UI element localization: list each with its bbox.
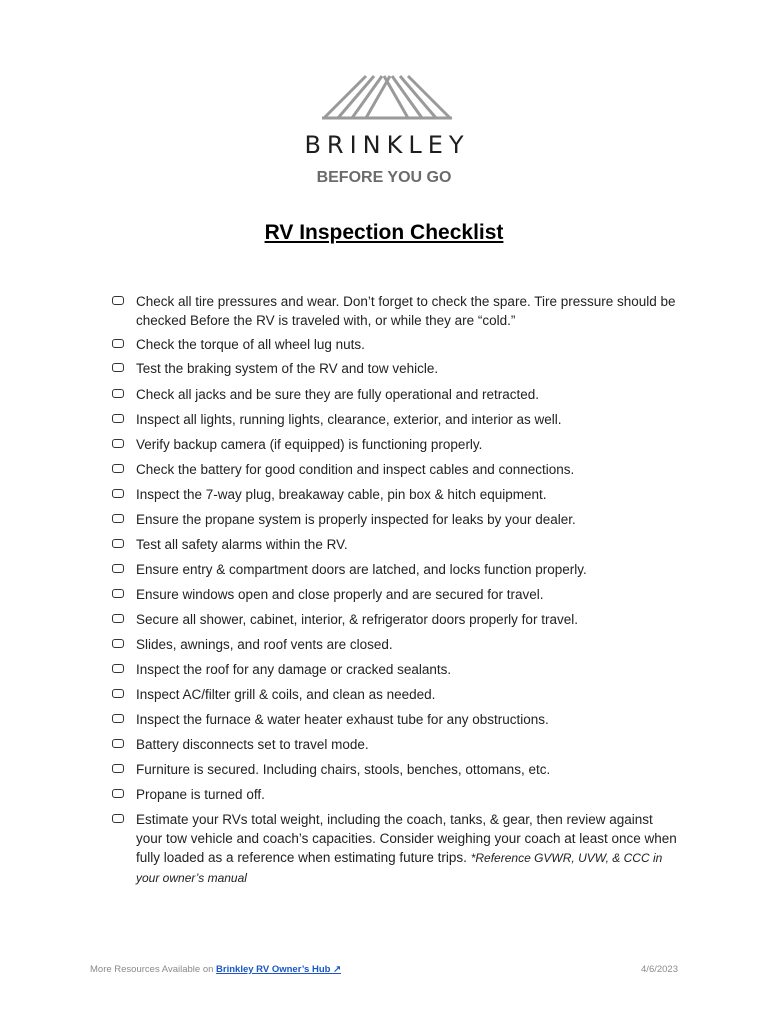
- checklist-item-text: Verify backup camera (if equipped) is functioning properly.: [136, 437, 483, 452]
- footer-prefix: More Resources Available on: [90, 964, 217, 975]
- checklist-item-text: Check all tire pressures and wear. Don’t forget to check the spare. Tire pressure should be checked Before the RV is traveled with, or while they are “cold.”: [136, 294, 676, 328]
- checkbox[interactable]: [112, 489, 124, 498]
- checklist-item-text: Propane is turned off.: [136, 787, 265, 802]
- checklist-item-text: Estimate your RVs total weight, including the coach, tanks, & gear, then review against your tow vehicle and coach’s capacities. Consider weighing your coach at least once when fully loaded as a reference when estimating future trips.: [136, 812, 677, 865]
- checklist-item-text: Slides, awnings, and roof vents are closed.: [136, 637, 393, 652]
- checkbox[interactable]: [112, 814, 124, 823]
- checklist-item: [112, 385, 682, 404]
- checklist-item-text: Check the battery for good condition and inspect cables and connections.: [136, 462, 575, 477]
- checkbox[interactable]: [112, 389, 124, 398]
- checklist-item: [112, 585, 682, 604]
- checkbox[interactable]: [112, 739, 124, 748]
- checklist-item-text: Ensure entry & compartment doors are latched, and locks function properly.: [136, 562, 587, 577]
- checklist-item: [112, 660, 682, 679]
- checklist-item-text: Ensure the propane system is properly inspected for leaks by your dealer.: [136, 512, 576, 527]
- checklist-item: [112, 535, 682, 554]
- checkbox[interactable]: [112, 539, 124, 548]
- checkbox[interactable]: [112, 664, 124, 673]
- checkbox[interactable]: [112, 614, 124, 623]
- checklist-item: [112, 710, 682, 729]
- checklist-item-text: Inspect AC/filter grill & coils, and clean as needed.: [136, 687, 436, 702]
- checklist-item: [112, 610, 682, 629]
- tagline: BEFORE YOU GO: [316, 169, 452, 186]
- inspection-checklist: [112, 292, 682, 888]
- footer-date: 4/6/2023: [641, 964, 678, 975]
- checkbox[interactable]: [112, 689, 124, 698]
- checkbox[interactable]: [112, 464, 124, 473]
- checklist-item: [112, 685, 682, 704]
- footer-resources: [90, 964, 341, 975]
- checklist-item-text: Test the braking system of the RV and tow vehicle.: [136, 361, 439, 376]
- checklist-item: [112, 460, 682, 479]
- brinkley-logo-icon: [322, 72, 452, 122]
- page-title: RV Inspection Checklist: [264, 221, 504, 244]
- checklist-item-text: Inspect the roof for any damage or cracked sealants.: [136, 662, 452, 677]
- checklist-item: [112, 635, 682, 654]
- checklist-item-text: Inspect the 7-way plug, breakaway cable, pin box & hitch equipment.: [136, 487, 547, 502]
- checklist-item: [112, 510, 682, 529]
- checklist-item: [112, 810, 682, 888]
- checklist-item-text: Secure all shower, cabinet, interior, & refrigerator doors properly for travel.: [136, 612, 578, 627]
- checkbox[interactable]: [112, 514, 124, 523]
- checklist-item: [112, 485, 682, 504]
- checklist-item: [112, 292, 682, 330]
- checkbox[interactable]: [112, 564, 124, 573]
- checkbox[interactable]: [112, 764, 124, 773]
- checklist-item-text: Inspect the furnace & water heater exhaust tube for any obstructions.: [136, 712, 549, 727]
- checklist-item-text: Check the torque of all wheel lug nuts.: [136, 337, 365, 352]
- checklist-item-text: Inspect all lights, running lights, clearance, exterior, and interior as well.: [136, 412, 562, 427]
- checkbox[interactable]: [112, 589, 124, 598]
- checkbox[interactable]: [112, 296, 124, 305]
- checkbox[interactable]: [112, 789, 124, 798]
- checklist-item-text: Furniture is secured. Including chairs, stools, benches, ottomans, etc.: [136, 762, 551, 777]
- checklist-item: [112, 335, 682, 354]
- checklist-item-text: Ensure windows open and close properly and are secured for travel.: [136, 587, 544, 602]
- checklist-item: [112, 735, 682, 754]
- checkbox[interactable]: [112, 439, 124, 448]
- checklist-item-note: *Reference GVWR, UVW, & CCC in your owner’s manual: [136, 851, 663, 885]
- checklist-item-text: Check all jacks and be sure they are fully operational and retracted.: [136, 387, 539, 402]
- checklist-item: [112, 410, 682, 429]
- brand-name: BRINKLEY: [304, 131, 470, 159]
- checklist-item: [112, 760, 682, 779]
- checklist-item: [112, 785, 682, 804]
- checkbox[interactable]: [112, 639, 124, 648]
- checklist-item: [112, 560, 682, 579]
- checkbox[interactable]: [112, 414, 124, 423]
- checklist-item: [112, 435, 682, 454]
- checklist-item-text: Test all safety alarms within the RV.: [136, 537, 348, 552]
- checklist-item-text: Battery disconnects set to travel mode.: [136, 737, 369, 752]
- checkbox[interactable]: [112, 714, 124, 723]
- owners-hub-link[interactable]: Brinkley RV Owner’s Hub ↗: [216, 964, 342, 975]
- checklist-item: [112, 359, 682, 378]
- checkbox[interactable]: [112, 363, 124, 372]
- checkbox[interactable]: [112, 339, 124, 348]
